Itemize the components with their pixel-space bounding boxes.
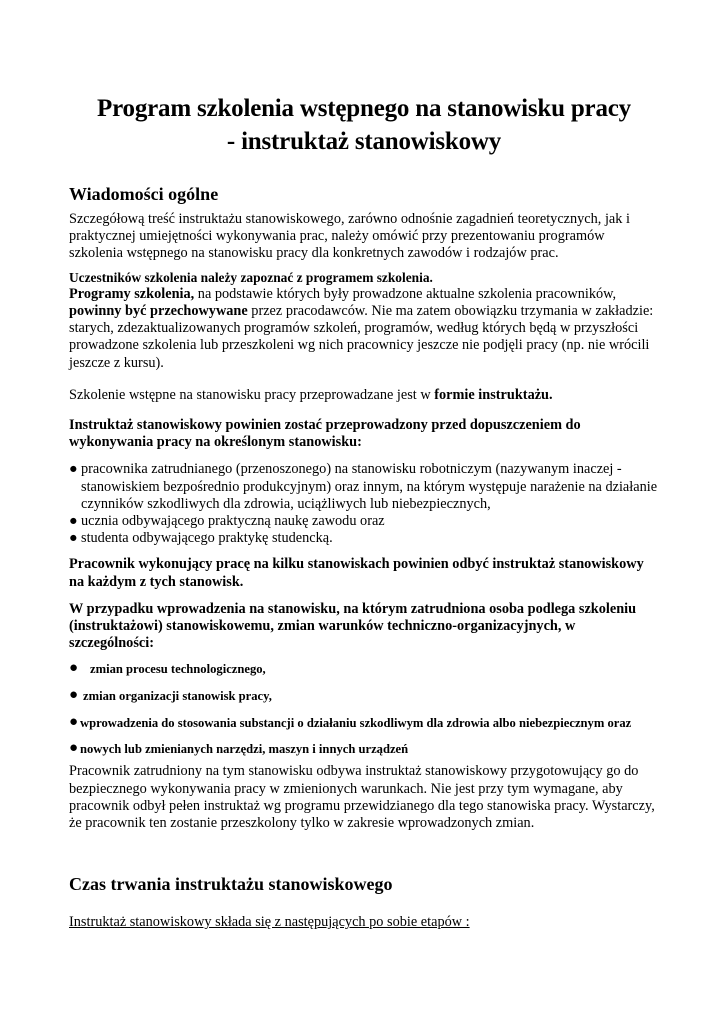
paragraph-changed-conditions: Pracownik zatrudniony na tym stanowisku odbywa instruktaż stanowiskowy przygotowujący go do bezpiecznego wykonywania pracy w zmienionych warunkach. Nie jest przy tym wymagane, aby pracownik odbył pełen instruktaż wg programu przewidzianego dla tego stanowiska pracy. Wystarczy, że pracownik ten zostanie przeszkolony tylko w zakresie wprowadzonych zmian. xyxy=(69,763,655,832)
section-heading-general: Wiadomości ogólne xyxy=(69,184,219,204)
instruction-form-bold: formie instruktażu. xyxy=(434,386,553,403)
paragraph-intro: Szczegółową treść instruktażu stanowiskowego, zarówno odnośnie zagadnień teoretycznych, jak i praktycznej umiejętności wykonywania prac, należy omówić przy prezentowaniu programów szkolenia wstępnego na stanowisku pracy dla konkretnych zawodów i rodzajów prac. xyxy=(69,211,630,262)
list-item xyxy=(69,661,659,678)
list-item xyxy=(69,688,659,705)
list-item-text: wprowadzenia do stosowania substancji o działaniu szkodliwym dla zdrowia albo niebezpiecznym oraz xyxy=(80,716,632,731)
document-title xyxy=(69,92,659,158)
paragraph-participants: Uczestników szkolenia należy zapoznać z programem szkolenia. xyxy=(69,269,433,285)
programs-text-2: przez pracodawców. Nie ma zatem obowiązku trzymania w zakładzie: starych, zdezaktualizowanych programów szkoleń, programów, według których będą w przyszłości prowadzone szkolenia lub przeszkoleni wg nich pracownicy jeszcze nie podjęli pracy (np. nie wrócili jeszcze z kursu). xyxy=(69,303,654,371)
bullet-icon: ● xyxy=(69,461,78,478)
list-item-text: zmian procesu technologicznego, xyxy=(90,662,266,677)
list-item-text: studenta odbywającego praktykę studencką. xyxy=(81,530,333,547)
programs-label: Programy szkolenia, xyxy=(69,285,195,302)
list-item-text: zmian organizacji stanowisk pracy, xyxy=(83,689,272,704)
list-item xyxy=(69,715,659,732)
paragraph-stages: Instruktaż stanowiskowy składa się z następujących po sobie etapów : xyxy=(69,914,470,931)
list-changes xyxy=(69,661,659,758)
document-page xyxy=(69,92,659,931)
list-item-text: pracownika zatrudnianego (przenoszonego) na stanowisku robotniczym (nazywanym inaczej - stanowiskiem bezpośrednio produkcyjnym) oraz innym, na którym występuje narażenie na działanie czynników szkodliwych dla zdrowia, uciążliwych lub niebezpiecznych, xyxy=(81,461,658,512)
paragraph-multiple-positions: Pracownik wykonujący pracę na kilku stanowiskach powinien odbyć instruktaż stanowiskowy na każdym z tych stanowisk. xyxy=(69,556,644,590)
bullet-icon: ● xyxy=(69,530,78,547)
programs-storage-label: powinny być przechowywane xyxy=(69,303,248,320)
bullet-icon: ● xyxy=(69,660,79,677)
paragraph-programs-storage xyxy=(69,286,659,372)
bullet-icon: ● xyxy=(69,714,79,731)
section-heading-duration: Czas trwania instruktażu stanowiskowego xyxy=(69,874,393,895)
instruction-form-text: Szkolenie wstępne na stanowisku pracy przeprowadzane jest w xyxy=(69,386,435,403)
bullet-icon: ● xyxy=(69,513,78,530)
list-item xyxy=(69,461,659,513)
paragraph-changes: W przypadku wprowadzenia na stanowisku, na którym zatrudniona osoba podlega szkoleniu (instruktażowi) stanowiskowemu, zmian warunków techniczno-organizacyjnych, w szczególności: xyxy=(69,600,637,652)
list-persons xyxy=(69,461,659,547)
list-item xyxy=(69,530,659,547)
list-item-text: ucznia odbywającego praktyczną naukę zawodu oraz xyxy=(81,513,385,530)
bullet-icon: ● xyxy=(69,740,79,757)
list-item xyxy=(69,741,659,758)
paragraph-instruction-required: Instruktaż stanowiskowy powinien zostać przeprowadzony przed dopuszczeniem do wykonywania pracy na określonym stanowisku: xyxy=(69,417,581,451)
programs-text-1: na podstawie których były prowadzone aktualne szkolenia pracowników, xyxy=(194,285,617,302)
list-item xyxy=(69,513,659,530)
list-item-text: nowych lub zmienianych narzędzi, maszyn i innych urządzeń xyxy=(80,742,409,757)
paragraph-instruction-form xyxy=(69,387,659,404)
bullet-icon: ● xyxy=(69,687,79,704)
document-title-line-1: Program szkolenia wstępnego na stanowisku pracy xyxy=(97,95,631,122)
document-title-line-2: - instruktaż stanowiskowy xyxy=(226,128,502,155)
